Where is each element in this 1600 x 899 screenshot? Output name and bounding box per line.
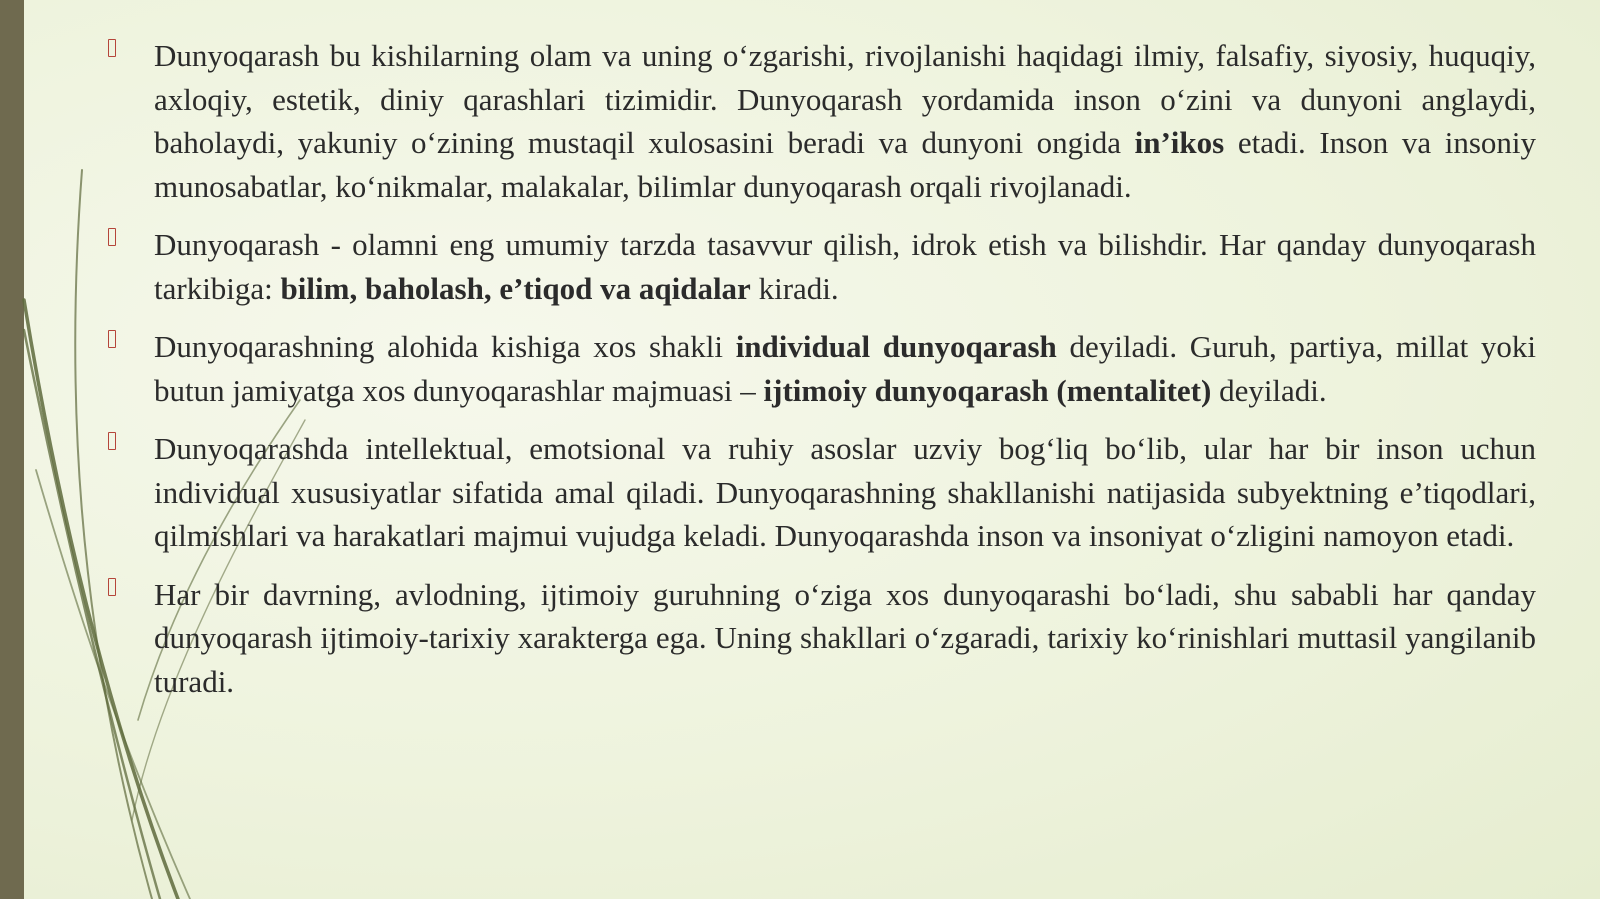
bullet-item xyxy=(108,325,1536,412)
bullet-text xyxy=(154,427,1536,558)
bullet-text-bold-segment: bilim, baholash, e’tiqod va aqidalar xyxy=(280,270,751,306)
bullet-item xyxy=(108,573,1536,704)
bullet-text-bold-segment: individual dunyoqarash xyxy=(735,329,1057,364)
bullet-marker-icon xyxy=(108,578,116,596)
bullet-text-bold-segment: ijtimoiy dunyoqarash (mentalitet) xyxy=(763,372,1212,408)
bullet-text-bold-segment: in’ikos xyxy=(1134,125,1225,160)
bullet-text-segment: deyiladi. Guruh, partiya, millat yoki butun jamiyatga xos dunyoqarashlar majmuasi – xyxy=(154,329,1536,408)
bullet-text-segment: deyiladi. xyxy=(1211,372,1327,408)
bullet-text xyxy=(154,34,1536,208)
bullet-text-segment: etadi. Inson va insoniy munosabatlar, ko‘nikmalar, malakalar, bilimlar dunyoqarash orqali rivojlanadi. xyxy=(154,125,1536,204)
bullet-text-segment: Dunyoqarashning alohida kishiga xos shakli xyxy=(154,329,736,364)
bullet-text xyxy=(154,573,1536,704)
bullet-marker-icon xyxy=(108,330,116,348)
bullet-text-segment: Dunyoqarash bu kishilarning olam va uning o‘zgarishi, rivojlanishi haqidagi ilmiy, falsafiy, siyosiy, huquqiy, axloqiy, estetik, diniy qarashlari tizimidir. Dunyoqarash yordamida inson o‘zini va dunyoni anglaydi, baholaydi, yakuniy o‘zining mustaqil xulosasini beradi va dunyoni ongida xyxy=(154,38,1536,160)
bullet-item xyxy=(108,223,1536,310)
bullet-text-segment: Har bir davrning, avlodning, ijtimoiy guruhning o‘ziga xos dunyoqarashi bo‘ladi, shu sababli har qanday dunyoqarash ijtimoiy-tarixiy xarakterga ega. Uning shakllari o‘zgaradi, tarixiy ko‘rinishlari muttasil yangilanib turadi. xyxy=(154,576,1536,699)
bullet-item xyxy=(108,427,1536,558)
bullet-item xyxy=(108,34,1536,208)
bullet-text xyxy=(154,223,1536,310)
bullet-marker-icon xyxy=(108,39,116,57)
bullet-text-segment: Dunyoqarashda intellektual, emotsional va ruhiy asoslar uzviy bog‘liq bo‘lib, ular har bir inson uchun individual xususiyatlar sifatida amal qiladi. Dunyoqarashning shakllanishi natijasida subyektning e’tiqodlari, qilmishlari va harakatlari majmui vujudga keladi. Dunyoqarashda inson va insoniyat o‘zligini namoyon etadi. xyxy=(154,431,1536,553)
bullet-marker-icon xyxy=(108,432,116,450)
slide-content xyxy=(108,34,1536,718)
bullet-text-segment: kiradi. xyxy=(750,270,839,306)
bullet-text-segment: Dunyoqarash - olamni eng umumiy tarzda tasavvur qilish, idrok etish va bilishdir. Har qanday dunyoqarash tarkibiga: xyxy=(154,227,1536,306)
bullet-marker-icon xyxy=(108,228,116,246)
bullet-text xyxy=(154,325,1536,412)
